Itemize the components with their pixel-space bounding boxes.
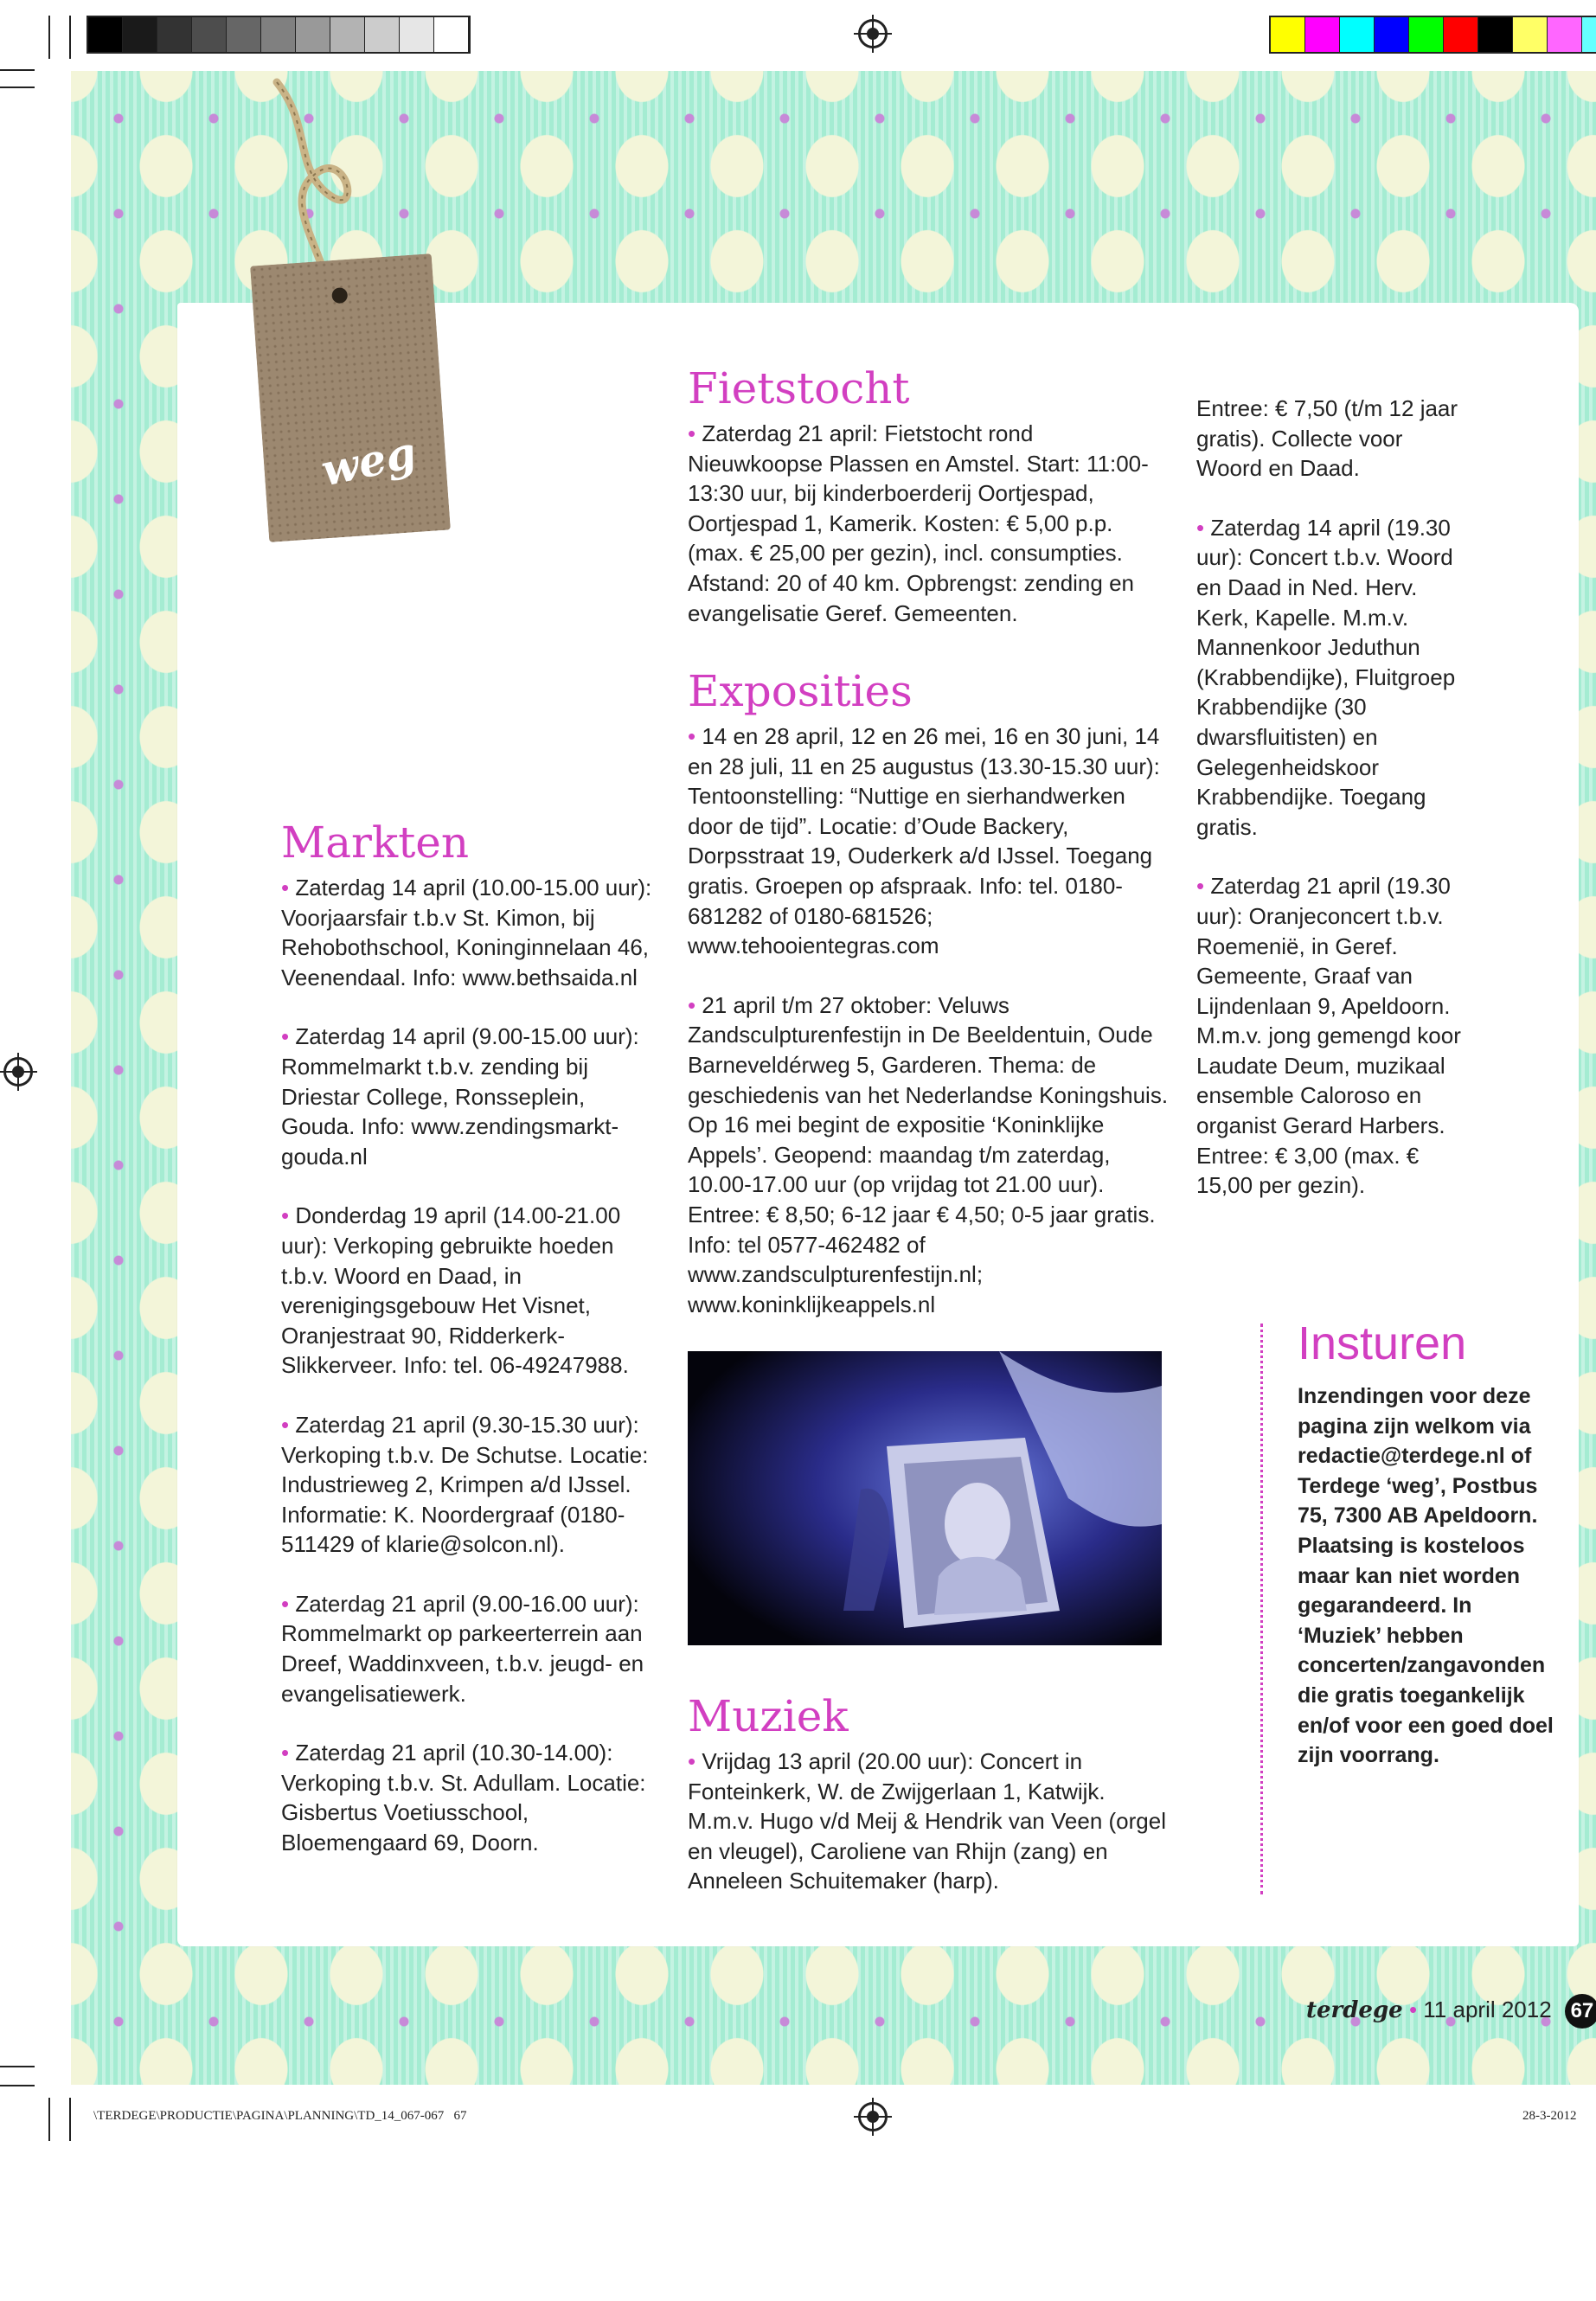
- color-swatch: [261, 17, 296, 52]
- crop-mark: [69, 16, 71, 59]
- page-number-badge: 67: [1565, 1994, 1596, 2029]
- list-item: • Vrijdag 13 april (20.00 uur): Concert in Fonteinkerk, W. de Zwijgerlaan 1, Katwijk. M.m.v. Hugo v/d Meij & Hendrik van Veen (orgel en vleugel), Caroliene van Rhijn (zang) en Anneleen Schuitemaker (harp).: [688, 1747, 1172, 1896]
- muziek-continued: [1196, 394, 1473, 1230]
- color-swatch: [296, 17, 330, 52]
- color-swatch: [400, 17, 434, 52]
- insturen-box: [1298, 1317, 1557, 1771]
- insturen-heading: Insturen: [1298, 1317, 1467, 1369]
- color-swatch: [1548, 17, 1582, 52]
- list-item: • Zaterdag 21 april: Fietstocht rond Nieuwkoopse Plassen en Amstel. Start: 11:00-13:30 uur, bij kinderboerderij Oortjespad, Oortjespad 1, Kamerik. Kosten: € 5,00 p.p. (max. € 25,00 per gezin), incl. consumpties. Afstand: 20 of 40 km. Opbrengst: zending en evangelisatie Geref. Gemeenten.: [688, 419, 1172, 628]
- weg-tag: [250, 253, 451, 542]
- color-swatch: [88, 17, 123, 52]
- slug-path: \TERDEGE\PRODUCTIE\PAGINA\PLANNING\TD_14_067-067: [93, 2109, 445, 2123]
- color-swatch: [227, 17, 261, 52]
- page-footer: [1306, 1994, 1596, 2029]
- list-item: • Zaterdag 14 april (19.30 uur): Concert t.b.v. Woord en Daad in Ned. Herv. Kerk, Kapelle. M.m.v. Mannenkoor Jeduthun (Krabbendijke), Fluitgroep Krabbendijke (30 dwarsfluitisten) en Gelegenheidskoor Krabbendijke. Toegang gratis.: [1196, 513, 1473, 843]
- print-slug: [93, 2109, 467, 2124]
- registration-mark-icon: [858, 2102, 888, 2131]
- footer-separator: •: [1408, 1997, 1418, 2022]
- color-swatch: [1582, 17, 1596, 52]
- tag-hole: [331, 287, 348, 304]
- list-item: • 14 en 28 april, 12 en 26 mei, 16 en 30 juni, 14 en 28 juli, 11 en 25 augustus (13.30-15.30 uur): Tentoonstelling: “Nuttige en sierhandwerken door de tijd”. Locatie: d’Oude Backery, Dorpsstraat 19, Ouderkerk a/d IJssel. Toegang gratis. Groepen op afspraak. Info: tel. 0180-681282 of 0180-681526; www.tehooientegras.com: [688, 721, 1172, 961]
- crop-mark: [0, 2066, 35, 2067]
- muziek-section: [688, 1691, 1172, 1926]
- color-swatch: [365, 17, 400, 52]
- sculpture-image-icon: [688, 1351, 1162, 1645]
- issue-date: 11 april 2012: [1423, 1997, 1552, 2022]
- list-item: • Zaterdag 21 april (10.30-14.00): Verkoping t.b.v. St. Adullam. Locatie: Gisbertus Voetiusschool, Bloemengaard 69, Doorn.: [281, 1738, 662, 1857]
- exposities-heading: Exposities: [688, 666, 913, 716]
- color-swatch: [1305, 17, 1340, 52]
- color-swatch: [1375, 17, 1409, 52]
- brand-logo: terdege: [1306, 1997, 1403, 2023]
- exhibition-photo: [688, 1351, 1162, 1645]
- list-item: • Donderdag 19 april (14.00-21.00 uur): Verkoping gebruikte hoeden t.b.v. Woord en Daad, in verenigingsgebouw Het Visnet, Oranjestraat 90, Ridderkerk-Slikkerveer. Info: tel. 06-49247988.: [281, 1201, 662, 1381]
- fietstocht-section: [688, 363, 1172, 657]
- tag-label: weg: [317, 426, 420, 497]
- list-item: • Zaterdag 14 april (9.00-15.00 uur): Rommelmarkt t.b.v. zending bij Driestar College, Ronsseplein, Gouda. Info: www.zendingsmarkt-gouda.nl: [281, 1022, 662, 1171]
- list-item: • Zaterdag 21 april (19.30 uur): Oranjeconcert t.b.v. Roemenië, in Geref. Gemeente, Graaf van Lijndenlaan 9, Apeldoorn. M.m.v. jong gemengd koor Laudate Deum, muzikaal ensemble Caloroso en organist Gerard Harbers. Entree: € 3,00 (max. € 15,00 per gezin).: [1196, 871, 1473, 1201]
- crop-mark: [48, 2098, 50, 2141]
- list-item: • Zaterdag 14 april (10.00-15.00 uur): Voorjaarsfair t.b.v St. Kimon, bij Rehobothschool, Koninginnelaan 46, Veenendaal. Info: www.bethsaida.nl: [281, 873, 662, 992]
- list-item: • Zaterdag 21 april (9.00-16.00 uur): Rommelmarkt op parkeerterrein aan Dreef, Waddinxveen, t.b.v. jeugd- en evangelisatiewerk.: [281, 1589, 662, 1708]
- color-swatch: [1478, 17, 1513, 52]
- color-swatch: [434, 17, 469, 52]
- markten-section: [281, 817, 662, 1888]
- color-swatch: [330, 17, 365, 52]
- color-swatch: [157, 17, 192, 52]
- color-swatch: [1444, 17, 1478, 52]
- crop-mark: [0, 87, 35, 88]
- insturen-body: Inzendingen voor deze pagina zijn welkom via redactie@terdege.nl of Terdege ‘weg’, Postbus 75, 7300 AB Apeldoorn. Plaatsing is kosteloos maar kan niet worden gegarandeerd. In ‘Muziek’ hebben concerten/zangavonden die gratis toegankelijk en/of voor een goed doel zijn voorrang.: [1298, 1384, 1554, 1768]
- color-swatch: [1513, 17, 1548, 52]
- exposities-section: [688, 666, 1172, 1349]
- crop-mark: [0, 69, 35, 71]
- crop-mark: [0, 2085, 35, 2086]
- color-swatch: [1271, 17, 1305, 52]
- muziek-heading: Muziek: [688, 1691, 849, 1741]
- color-swatch: [123, 17, 157, 52]
- color-swatch: [192, 17, 227, 52]
- crop-mark: [48, 16, 50, 59]
- slug-date: 28-3-2012: [1522, 2109, 1577, 2123]
- entree-text: Entree: € 7,50 (t/m 12 jaar gratis). Collecte voor Woord en Daad.: [1196, 395, 1458, 482]
- color-swatch: [1340, 17, 1375, 52]
- gray-swatch-bar: [87, 16, 471, 54]
- color-swatch-bar: [1269, 16, 1596, 54]
- slug-page: 67: [453, 2109, 467, 2123]
- registration-mark-icon: [3, 1057, 33, 1086]
- crop-mark: [69, 2098, 71, 2141]
- color-swatch: [1409, 17, 1444, 52]
- registration-mark-icon: [858, 19, 888, 48]
- fietstocht-heading: Fietstocht: [688, 363, 910, 413]
- list-item: • Zaterdag 21 april (9.30-15.30 uur): Verkoping t.b.v. De Schutse. Locatie: Industrieweg 2, Krimpen a/d IJssel. Informatie: K. Noordergraaf (0180-511429 of klarie@solcon.nl).: [281, 1410, 662, 1560]
- markten-heading: Markten: [281, 817, 470, 868]
- dotted-divider: [1260, 1324, 1263, 1894]
- list-item: • 21 april t/m 27 oktober: Veluws Zandsculpturenfestijn in De Beeldentuin, Oude Barneveldérweg 5, Garderen. Thema: de geschiedenis van het Nederlandse Koningshuis. Op 16 mei begint de expositie ‘Koninklijke Appels’. Geopend: maandag t/m zaterdag, 10.00-17.00 uur (op vrijdag tot 21.00 uur). Entree: € 8,50; 6-12 jaar € 4,50; 0-5 jaar gratis. Info: tel 0577-462482 of www.zandsculpturenfestijn.nl; www.koninklijkeappels.nl: [688, 990, 1172, 1320]
